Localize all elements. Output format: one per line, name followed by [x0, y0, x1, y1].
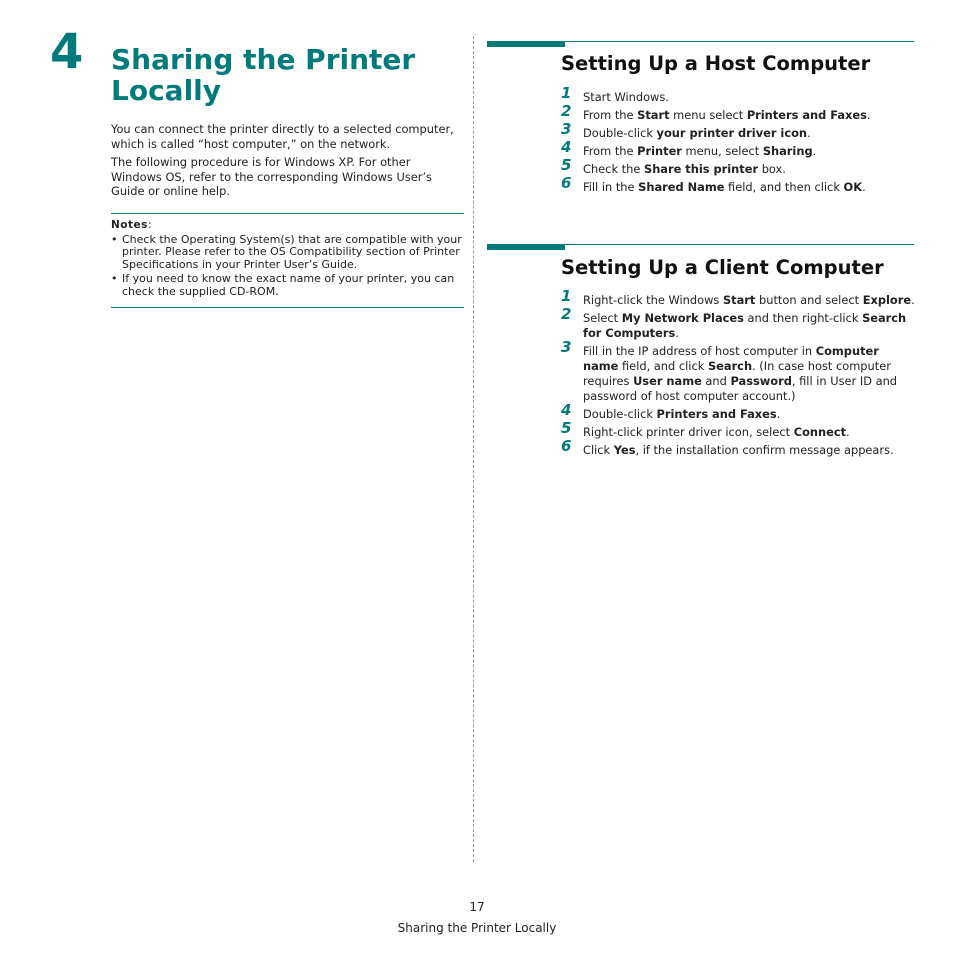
notes-item — [111, 273, 464, 298]
step-text-bold: Computer name — [583, 344, 879, 373]
step-text-bold: My Network Places — [621, 311, 744, 325]
host-section-rule — [487, 41, 914, 48]
step-number: 1 — [561, 287, 572, 305]
notes-item-text: Check the Operating System(s) that are compatible with your printer. Please refer to the OS Compatibility section of Printer Specifications in your Printer User’s Guide. — [122, 232, 462, 271]
step-item — [561, 305, 916, 341]
step-text-bold: Start — [637, 108, 670, 122]
step-item — [561, 437, 916, 458]
step-text — [583, 344, 897, 403]
step-text-run: . — [846, 425, 850, 439]
step-text-run: . — [776, 407, 781, 421]
step-text-bold: Share this printer — [643, 162, 759, 176]
host-section-title: Setting Up a Host Computer — [561, 52, 871, 75]
step-text-bold: Printers and Faxes — [656, 407, 777, 421]
step-text-run: , if the installation confirm message appears. — [635, 443, 894, 457]
step-text-run: , fill in User ID and password of host computer account.) — [583, 374, 898, 403]
step-text-run: . — [675, 326, 679, 340]
step-text — [583, 293, 915, 307]
step-number: 6 — [561, 174, 572, 192]
step-text — [583, 443, 894, 457]
step-text-run: and then right-click — [743, 311, 863, 325]
step-item — [561, 138, 916, 159]
chapter-number: 4 — [50, 24, 84, 80]
step-text-bold: your printer driver icon — [656, 126, 808, 140]
notes-item — [111, 234, 464, 272]
notes-title: Notes — [111, 219, 148, 231]
step-text-bold: Sharing — [762, 144, 813, 158]
intro-paragraph: The following procedure is for Windows XP. For other Windows OS, refer to the corresponding Windows User’s Guide or online help. — [111, 155, 432, 198]
step-text-run: Click — [583, 443, 614, 457]
step-item — [561, 102, 916, 123]
intro-paragraph: You can connect the printer directly to a selected computer, which is called “host computer,” on the network. — [111, 122, 454, 151]
step-text-run: menu, select — [681, 144, 763, 158]
step-text-run: Start Windows. — [583, 90, 669, 104]
footer-title: Sharing the Printer Locally — [397, 921, 557, 935]
bullet: • — [111, 232, 118, 246]
notes-item-text: If you need to know the exact name of your printer, you can check the supplied CD-ROM. — [122, 272, 455, 298]
step-text — [583, 311, 906, 340]
chapter-title: Sharing the Printer Locally — [111, 43, 416, 107]
step-text-run: and — [701, 374, 731, 388]
step-number: 6 — [561, 437, 572, 455]
step-text-run: button and select — [755, 293, 863, 307]
step-item — [561, 156, 916, 177]
step-number: 5 — [561, 156, 572, 174]
step-text-run: Fill in the IP address of host computer in — [583, 344, 816, 358]
column-divider — [473, 36, 474, 862]
client-section-rule — [487, 244, 914, 251]
step-text-run: Fill in the — [583, 180, 639, 194]
notes-suffix: : — [147, 218, 152, 231]
step-text-bold: Printer — [637, 144, 682, 158]
step-text-run: Double-click — [583, 407, 657, 421]
step-text — [583, 162, 786, 176]
step-text-run: Right-click printer driver icon, select — [583, 425, 794, 439]
step-text-run: . — [862, 180, 866, 194]
step-text-bold: Start — [722, 293, 756, 307]
step-text-run: field, and then click — [724, 180, 844, 194]
step-number: 5 — [561, 419, 572, 437]
step-item — [561, 338, 916, 404]
step-item — [561, 174, 916, 195]
client-section-title: Setting Up a Client Computer — [561, 256, 884, 279]
step-number: 4 — [561, 401, 572, 419]
step-text-bold: Connect — [793, 425, 847, 439]
step-text-run: From the — [583, 144, 638, 158]
step-item — [561, 84, 916, 105]
step-text-run: . — [807, 126, 811, 140]
step-text-run: . — [812, 144, 817, 158]
page-number: 17 — [469, 900, 485, 914]
step-number: 2 — [561, 305, 572, 323]
intro-text — [111, 122, 463, 203]
step-text — [583, 126, 811, 140]
step-text-run: Select — [583, 311, 622, 325]
step-number: 3 — [561, 338, 572, 356]
step-text — [583, 425, 850, 439]
step-number: 2 — [561, 102, 572, 120]
step-text-run: From the — [583, 108, 638, 122]
step-number: 3 — [561, 120, 572, 138]
notes-heading — [111, 219, 464, 232]
step-item — [561, 419, 916, 440]
step-text — [583, 144, 816, 158]
host-steps-list — [561, 84, 916, 198]
step-text — [583, 407, 780, 421]
step-text-run: field, and click — [618, 359, 708, 373]
step-text-run: . — [911, 293, 915, 307]
step-number: 4 — [561, 138, 572, 156]
step-text — [583, 90, 669, 104]
step-text-run: . — [866, 108, 871, 122]
step-text — [583, 108, 871, 122]
step-item — [561, 401, 916, 422]
step-text-bold: Password — [730, 374, 792, 388]
step-number: 1 — [561, 84, 572, 102]
step-text-bold: Explore — [862, 293, 912, 307]
step-text-run: Right-click the Windows — [583, 293, 723, 307]
step-text-run: . (In case host computer requires — [583, 359, 891, 388]
step-text-bold: Search for Computers — [583, 311, 907, 340]
step-text-bold: User name — [633, 374, 702, 388]
step-item — [561, 120, 916, 141]
step-text-bold: Yes — [613, 443, 636, 457]
step-text-bold: Printers and Faxes — [746, 108, 867, 122]
client-steps-list — [561, 287, 916, 461]
step-text-run: box. — [758, 162, 786, 176]
step-text — [583, 180, 866, 194]
bullet: • — [111, 272, 118, 286]
step-text-run: Double-click — [583, 126, 657, 140]
step-text-bold: OK — [843, 180, 863, 194]
step-text-bold: Search — [707, 359, 753, 373]
step-text-run: Check the — [583, 162, 644, 176]
notes-list — [111, 234, 464, 299]
step-text-bold: Shared Name — [638, 180, 725, 194]
step-item — [561, 287, 916, 308]
step-text-run: menu select — [669, 108, 747, 122]
notes-box — [111, 213, 464, 308]
